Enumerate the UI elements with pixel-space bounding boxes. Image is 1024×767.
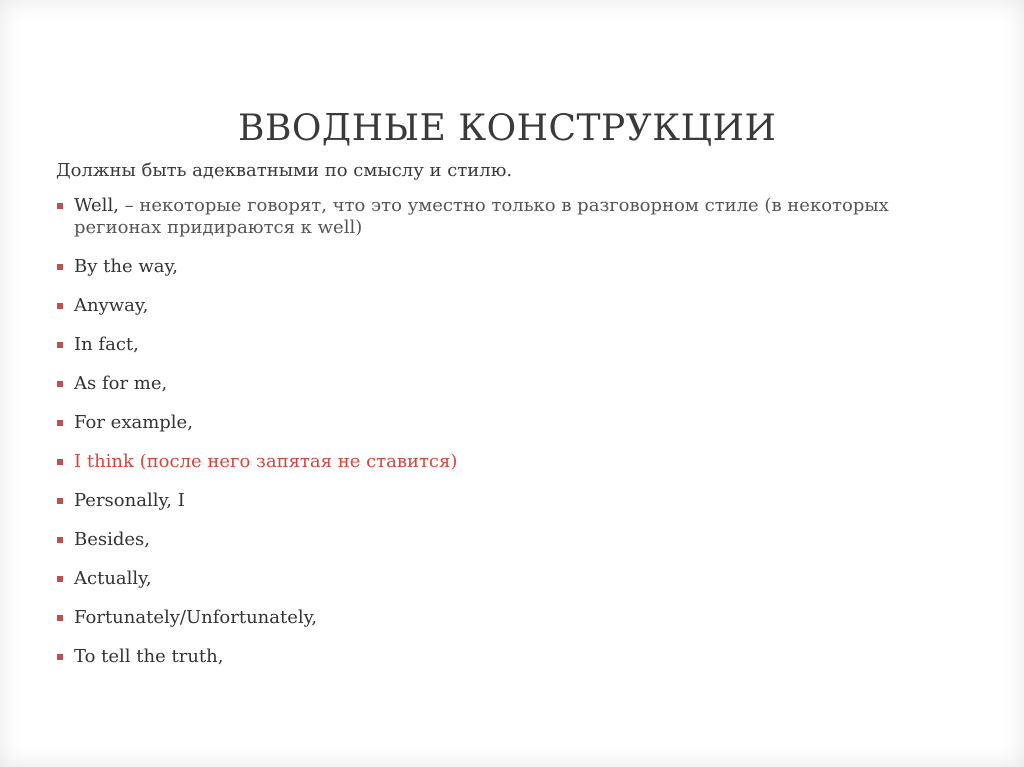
bullet-text: Actually, [74, 568, 152, 589]
bullet-item-for-example [56, 412, 956, 434]
bullet-item-by-the-way [56, 256, 956, 278]
bullet-text: In fact, [74, 334, 139, 355]
bullet-item-besides [56, 529, 956, 551]
bullet-text: Anyway, [74, 295, 149, 316]
bullet-item-anyway [56, 295, 956, 317]
bullet-text: As for me, [74, 373, 168, 394]
bullet-text: To tell the truth, [74, 646, 224, 667]
bullet-text: Well, [74, 195, 119, 216]
bullet-text: For example, [74, 412, 193, 433]
bullet-item-actually [56, 568, 956, 590]
bullet-text: By the way, [74, 256, 178, 277]
slide-subtitle: Должны быть адекватными по смыслу и стилю. [56, 160, 513, 181]
bullet-item-as-for-me [56, 373, 956, 395]
bullet-text: Personally, I [74, 490, 185, 511]
bullet-list [56, 195, 956, 685]
bullet-item-i-think [56, 451, 956, 473]
bullet-item-fortunately [56, 607, 956, 629]
bullet-item-to-tell-the-truth [56, 646, 956, 668]
bullet-text: I think [74, 451, 134, 472]
bullet-note: (после него запятая не ставится) [133, 451, 458, 472]
bullet-note: – некоторые говорят, что это уместно только в разговорном стиле (в некоторых регионах придираются к well) [74, 195, 889, 238]
slide-title: ВВОДНЫЕ КОНСТРУКЦИИ [238, 108, 777, 149]
bullet-item-in-fact [56, 334, 956, 356]
bullet-text: Besides, [74, 529, 151, 550]
bullet-item-well [56, 195, 956, 239]
bullet-item-personally [56, 490, 956, 512]
bullet-text: Fortunately/Unfortunately, [74, 607, 318, 628]
